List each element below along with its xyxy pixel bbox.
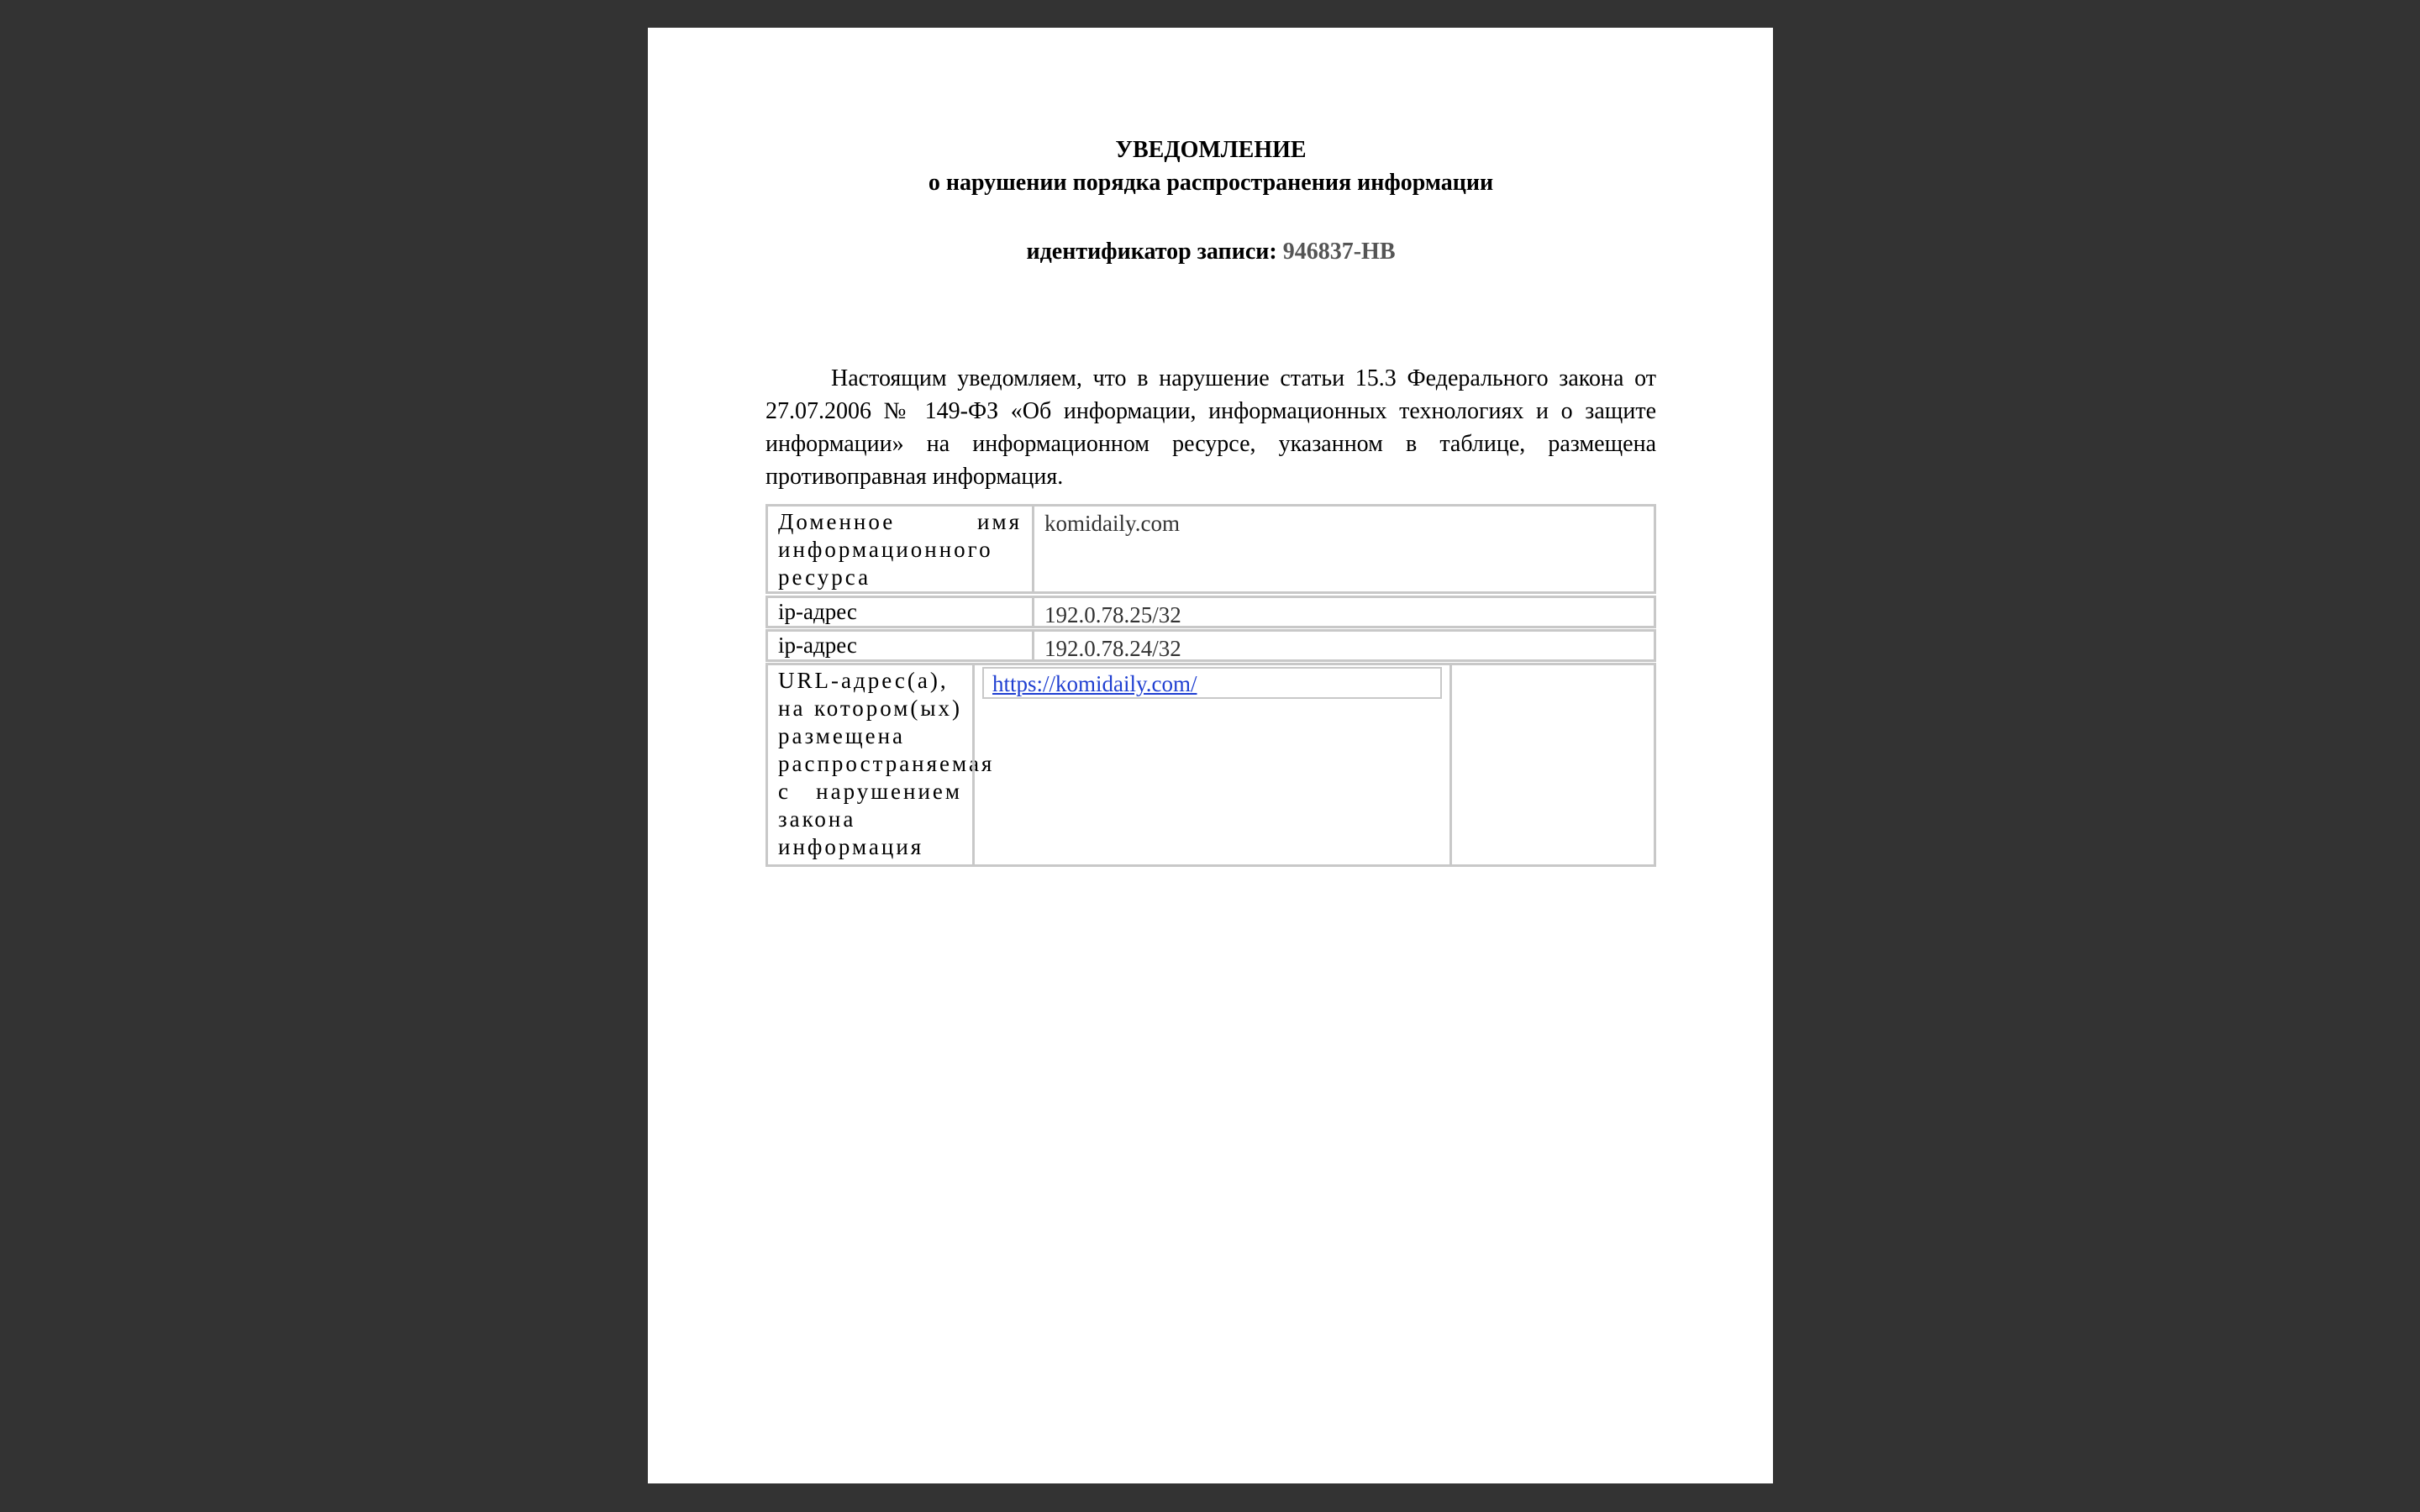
ip-label: ip-адрес	[778, 633, 857, 658]
ip-label: ip-адрес	[778, 599, 857, 624]
url-entry	[982, 667, 1442, 699]
record-id-line	[765, 236, 1656, 268]
url-empty-cell	[1449, 665, 1654, 864]
ip-table-row	[765, 629, 1656, 662]
document-subtitle: о нарушении порядка распространения информации	[928, 170, 1494, 196]
url-list-cell	[972, 665, 1449, 864]
record-id-value: 946837-НВ	[1282, 239, 1396, 265]
domain-value: komidaily.com	[1032, 507, 1190, 591]
record-id-label: идентификатор записи:	[1026, 239, 1277, 265]
url-label: URL-адрес(а), на котором(ых) размещена распространяемая с нарушением закона информация	[778, 668, 995, 859]
domain-table	[765, 504, 1656, 594]
ip-value: 192.0.78.24/32	[1032, 632, 1192, 659]
ip-table-row	[765, 596, 1656, 628]
domain-label: Доменное имя информационного ресурса	[778, 509, 1022, 590]
url-link[interactable]: https://komidaily.com/	[992, 671, 1197, 696]
document-title: УВЕДОМЛЕНИЕ	[1115, 137, 1307, 163]
notice-paragraph: Настоящим уведомляем, что в нарушение статьи 15.3 Федерального закона от 27.07.2006 № 149-ФЗ «Об информации, информационных технологиях и о защите информации» на информационном ресурсе, указанном в таблице, размещена противоправная информация.	[765, 365, 1656, 490]
url-table	[765, 663, 1656, 867]
document-page	[648, 28, 1773, 1483]
ip-value: 192.0.78.25/32	[1032, 598, 1192, 626]
